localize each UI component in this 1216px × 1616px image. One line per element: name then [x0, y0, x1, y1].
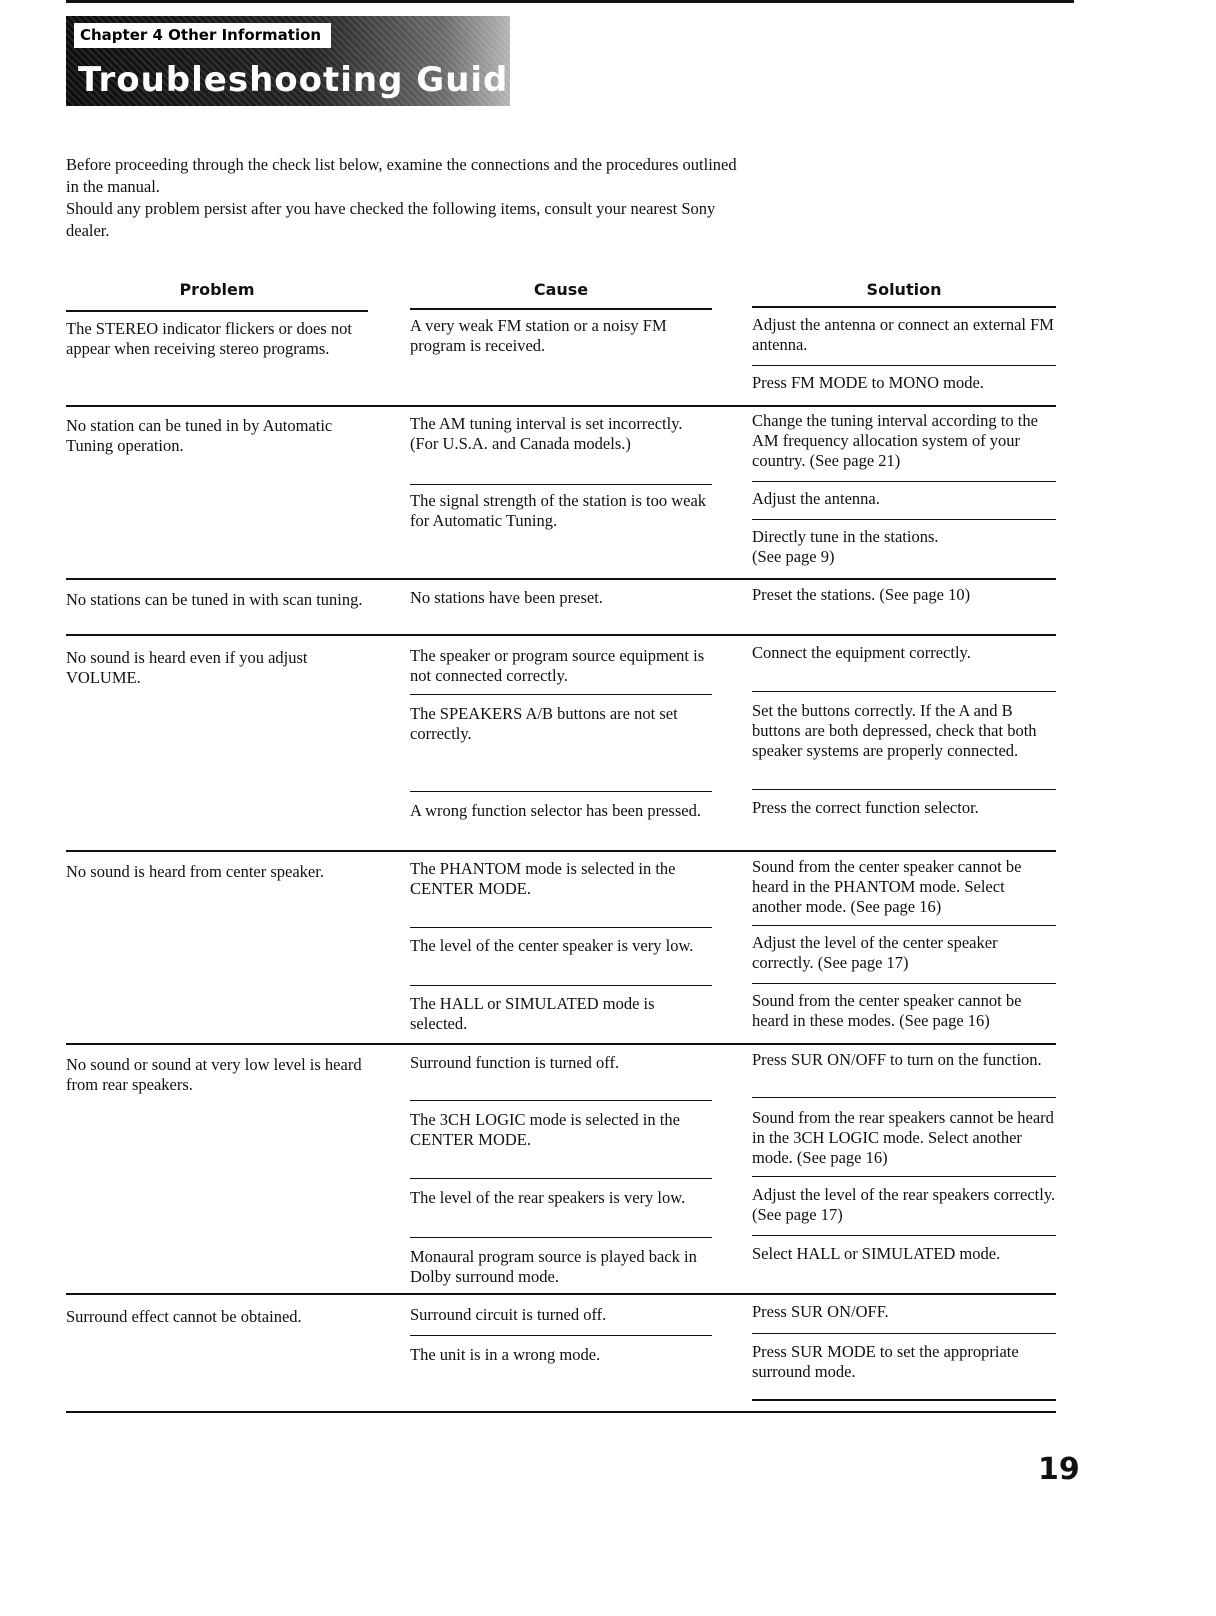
cause-cell: The HALL or SIMULATED mode is selected. — [410, 994, 655, 1033]
column-header-problem: Problem — [179, 280, 255, 299]
header-rule-solution — [752, 306, 1056, 308]
row-rule — [66, 1043, 1056, 1045]
cause-rule — [410, 1100, 712, 1101]
solution-rule — [752, 691, 1056, 692]
row-rule — [66, 578, 1056, 580]
problem-cell: No sound is heard even if you adjust VOLUME. — [66, 648, 308, 687]
solution-cell: Press the correct function selector. — [752, 798, 979, 817]
column-header-cause: Cause — [533, 280, 589, 299]
solution-cell: Sound from the rear speakers cannot be heard in the 3CH LOGIC mode. Select another mode. (See page 16) — [752, 1108, 1054, 1167]
cause-cell: The level of the center speaker is very low. — [410, 936, 694, 955]
solution-cell: Select HALL or SIMULATED mode. — [752, 1244, 1001, 1263]
solution-cell: Adjust the antenna. — [752, 489, 880, 508]
solution-rule — [752, 481, 1056, 482]
cause-cell: Surround circuit is turned off. — [410, 1305, 607, 1324]
cause-rule — [410, 484, 712, 485]
solution-cell: Sound from the center speaker cannot be heard in the PHANTOM mode. Select another mode. (See page 16) — [752, 857, 1022, 916]
row-rule — [66, 634, 1056, 636]
solution-cell: Sound from the center speaker cannot be heard in these modes. (See page 16) — [752, 991, 1022, 1030]
solution-rule — [752, 1176, 1056, 1177]
solution-rule — [752, 365, 1056, 366]
solution-cell: Adjust the level of the rear speakers correctly. (See page 17) — [752, 1185, 1056, 1224]
solution-rule — [752, 789, 1056, 790]
cause-rule — [410, 1178, 712, 1179]
cause-cell: The level of the rear speakers is very low. — [410, 1188, 686, 1207]
solution-rule — [752, 1235, 1056, 1236]
cause-cell: The 3CH LOGIC mode is selected in the CENTER MODE. — [410, 1110, 680, 1149]
problem-cell: The STEREO indicator flickers or does not appear when receiving stereo programs. — [66, 319, 352, 358]
intro-paragraph: Should any problem persist after you have checked the following items, consult your nearest Sony dealer. — [66, 199, 716, 240]
chapter-header — [66, 16, 533, 106]
cause-cell: The speaker or program source equipment is not connected correctly. — [410, 646, 705, 685]
problem-cell: No stations can be tuned in with scan tuning. — [66, 590, 363, 609]
cause-cell: The AM tuning interval is set incorrectly. (For U.S.A. and Canada models.) — [410, 414, 683, 453]
cause-rule — [410, 694, 712, 695]
cause-cell: The SPEAKERS A/B buttons are not set correctly. — [410, 704, 678, 743]
cause-rule — [410, 1335, 712, 1336]
solution-cell: Preset the stations. (See page 10) — [752, 585, 971, 604]
solution-cell: Set the buttons correctly. If the A and B buttons are both depressed, check that both speaker systems are properly connected. — [752, 701, 1037, 760]
problem-cell: No sound or sound at very low level is heard from rear speakers. — [66, 1055, 362, 1094]
cause-cell: The unit is in a wrong mode. — [410, 1345, 601, 1364]
cause-cell: A very weak FM station or a noisy FM program is received. — [410, 316, 667, 355]
cause-rule — [410, 1237, 712, 1238]
cause-cell: No stations have been preset. — [410, 588, 603, 607]
problem-cell: No station can be tuned in by Automatic Tuning operation. — [66, 416, 333, 455]
header-rule-cause — [410, 308, 712, 310]
cause-cell: The PHANTOM mode is selected in the CENTER MODE. — [410, 859, 676, 898]
table-bottom-rule — [66, 1411, 1056, 1413]
solution-cell: Press SUR MODE to set the appropriate surround mode. — [752, 1342, 1019, 1381]
page-number: 19 — [1038, 1452, 1080, 1487]
header-rule-problem — [66, 310, 368, 312]
cause-cell: The signal strength of the station is too weak for Automatic Tuning. — [410, 491, 707, 530]
solution-rule — [752, 1333, 1056, 1334]
page-title: Troubleshooting Guide — [78, 60, 533, 100]
problem-cell: No sound is heard from center speaker. — [66, 862, 324, 881]
row-rule — [66, 850, 1056, 852]
solution-rule — [752, 983, 1056, 984]
solution-cell: Adjust the level of the center speaker correctly. (See page 17) — [752, 933, 998, 972]
cause-cell: Monaural program source is played back in Dolby surround mode. — [410, 1247, 697, 1286]
solution-cell: Adjust the antenna or connect an external FM antenna. — [752, 315, 1054, 354]
top-rule — [66, 0, 1074, 3]
solution-rule — [752, 925, 1056, 926]
solution-cell: Press FM MODE to MONO mode. — [752, 373, 984, 392]
row-rule — [66, 1293, 1056, 1295]
table-end-rule — [752, 1399, 1056, 1401]
cause-cell: A wrong function selector has been pressed. — [410, 801, 701, 820]
cause-rule — [410, 927, 712, 928]
solution-rule — [752, 1097, 1056, 1098]
solution-rule — [752, 519, 1056, 520]
row-rule — [66, 405, 1056, 407]
intro-text — [66, 154, 746, 242]
problem-cell: Surround effect cannot be obtained. — [66, 1307, 302, 1326]
cause-cell: Surround function is turned off. — [410, 1053, 620, 1072]
solution-cell: Press SUR ON/OFF. — [752, 1302, 889, 1321]
cause-rule — [410, 791, 712, 792]
solution-cell: Connect the equipment correctly. — [752, 643, 971, 662]
chapter-label: Chapter 4 Other Information — [74, 23, 331, 48]
intro-paragraph: Before proceeding through the check list below, examine the connections and the procedures outlined in the manual. — [66, 155, 737, 196]
solution-cell: Directly tune in the stations. (See page 9) — [752, 527, 939, 566]
column-header-solution: Solution — [866, 280, 942, 299]
solution-cell: Press SUR ON/OFF to turn on the function. — [752, 1050, 1042, 1069]
solution-cell: Change the tuning interval according to the AM frequency allocation system of your country. (See page 21) — [752, 411, 1038, 470]
cause-rule — [410, 985, 712, 986]
